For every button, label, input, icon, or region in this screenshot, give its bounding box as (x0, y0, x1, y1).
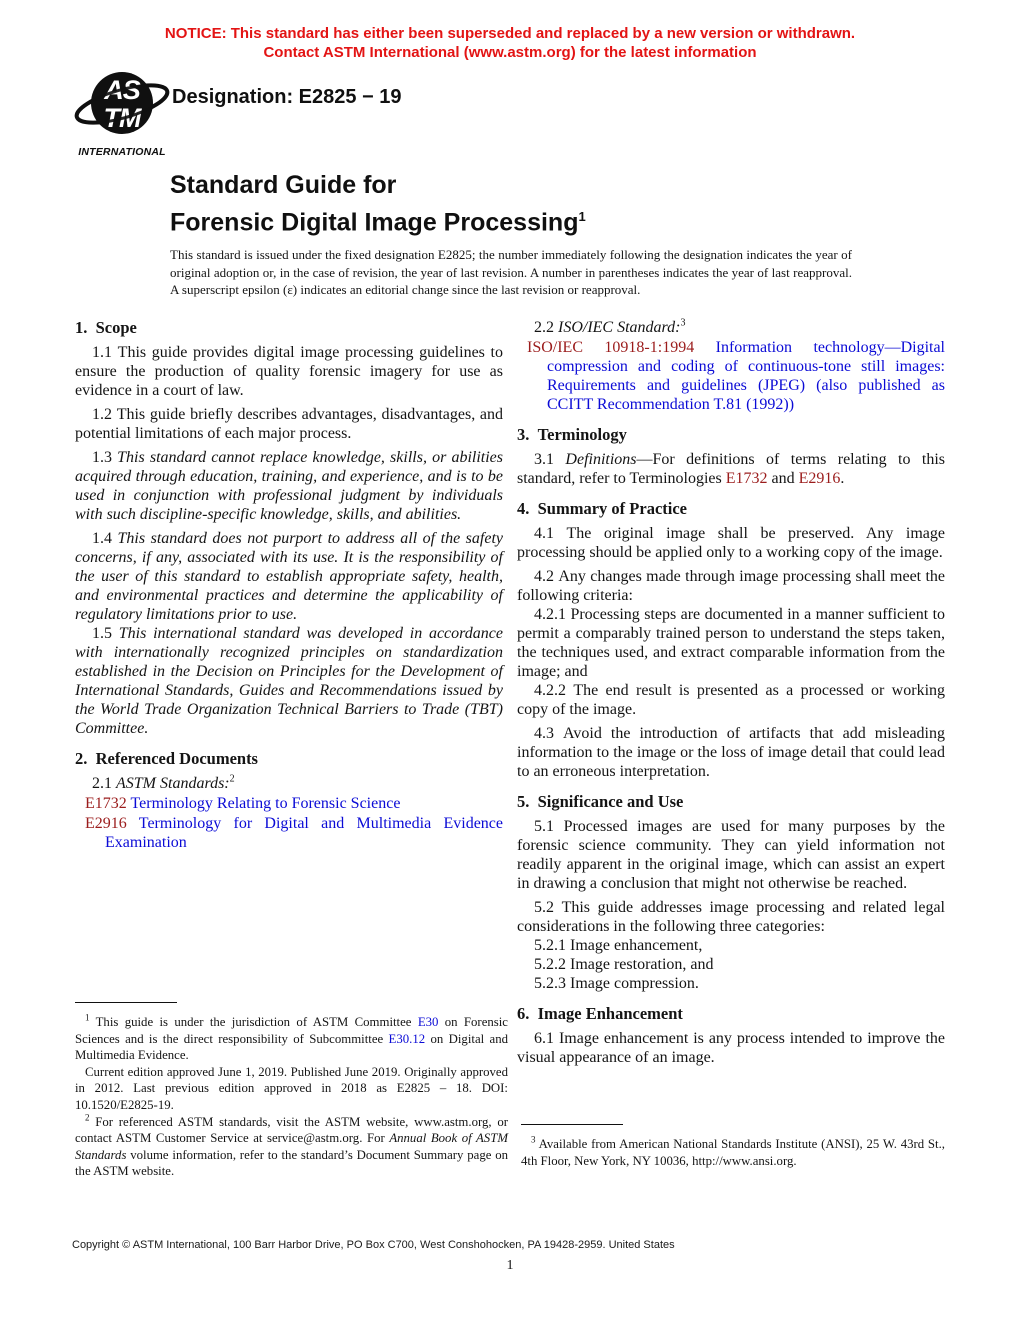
paragraph (517, 955, 945, 974)
text-segment: Any changes made through image processing shall meet the following criteria: (517, 568, 946, 604)
astm-globe-icon (72, 66, 172, 144)
paragraph (517, 936, 945, 955)
doc-link[interactable]: ISO/IEC 10918-1:1994 (527, 339, 716, 356)
paragraph (517, 681, 945, 719)
text-segment: This guide is under the jurisdiction of ASTM Committee (89, 1015, 418, 1029)
section-heading: 1. Scope (75, 318, 137, 337)
text-segment: 5.2.3 (534, 975, 570, 992)
text-segment: . (840, 470, 845, 487)
text-segment: 5.1 (534, 818, 564, 835)
text-segment: and (767, 470, 799, 487)
footnote (75, 1064, 508, 1114)
section-heading: 6. Image Enhancement (517, 1004, 683, 1023)
section-heading: 4. Summary of Practice (517, 499, 687, 518)
text-segment: 2.1 (92, 775, 116, 792)
footnote-list (75, 1014, 508, 1180)
text-segment: 4.2 (534, 568, 559, 585)
doc-link[interactable]: E30.12 (388, 1031, 426, 1046)
paragraph (75, 624, 503, 738)
paragraph (517, 724, 945, 781)
text-segment: on Digital and Multimedia Evidence. (75, 1031, 508, 1063)
title-footnote-ref: 1 (578, 209, 586, 224)
copyright-line: Copyright © ASTM International, 100 Barr Harbor Drive, PO Box C700, West Conshohocken, PA 19428-2959. United States (72, 1239, 675, 1251)
doc-link[interactable]: Terminology for Digital and Multimedia Evidence Examination (105, 815, 503, 851)
footnote-right (521, 1124, 945, 1169)
reference-entry (75, 814, 503, 852)
section-heading: 2. Referenced Documents (75, 749, 258, 768)
text-segment: 3 (531, 1134, 536, 1145)
text-segment: 1.5 (92, 625, 119, 642)
paragraph (75, 448, 503, 524)
doc-link[interactable]: E30 (417, 1015, 439, 1029)
text-segment: Definitions (565, 451, 637, 468)
text-segment: 5.2.1 (534, 937, 570, 954)
footnote (75, 1014, 508, 1064)
paragraph (517, 817, 945, 893)
text-segment: This guide addresses image processing and related legal considerations in the following three categories: (517, 899, 946, 935)
text-segment: The end result is presented as a processed or working copy of the image. (517, 682, 946, 718)
reference-entry (75, 794, 503, 813)
section-heading: 5. Significance and Use (517, 792, 684, 811)
text-segment: 5.2.2 (534, 956, 570, 973)
text-segment: 3.1 (534, 451, 566, 468)
document-title (170, 170, 586, 238)
text-segment: This standard does not purport to address all of the safety concerns, if any, associated with its use. It is the responsibility of the user of this standard to establish appropriate safety, health, and environmental practices and determine the applicability of regulatory limitations prior to use. (75, 530, 503, 623)
page-number: 1 (506, 1258, 514, 1273)
doc-link[interactable]: E2916 (798, 470, 841, 487)
notice-line2: Contact ASTM International (www.astm.org) for the latest information (263, 44, 757, 61)
text-segment: 1.1 (92, 344, 118, 361)
text-segment: The original image shall be preserved. Any image processing should be applied only to a working copy of the image. (517, 525, 945, 561)
text-segment: 3 (680, 317, 686, 329)
text-segment: 1.4 (92, 530, 118, 547)
doc-link[interactable]: Information technology—Digital compression and coding of continuous-tone still images: Requirements and guidelines (JPEG) (also published as CCITT Recommendation T.81 (1992)) (547, 339, 945, 413)
text-segment (127, 815, 139, 832)
paragraph (517, 567, 945, 605)
text-segment: Image compression. (570, 975, 699, 992)
title-line1: Standard Guide for (170, 171, 397, 199)
text-segment: 2.2 (534, 319, 558, 336)
paragraph (517, 605, 945, 681)
left-column (75, 318, 503, 1067)
text-segment: This international standard was developed in accordance with internationally recognized principles on standardization established in the Decision on Principles for the Development of International Standards, Guides and Recommendations issued by the World Trade Organization Technical Barriers to Trade (TBT) Committee. (75, 625, 503, 737)
text-segment: 6.1 (534, 1030, 559, 1047)
text-segment: Current edition approved June 1, 2019. Published June 2019. Originally approved in 2012. Last previous edition approved in 2018 as E2825 – 18. DOI: 10.1520/E2825-19. (75, 1064, 508, 1112)
text-segment: Image enhancement, (570, 937, 703, 954)
svg-text:TM: TM (103, 103, 141, 133)
text-segment: This guide provides digital image processing guidelines to ensure the production of quality forensic imagery for use as evidence in a court of law. (75, 344, 504, 399)
text-segment: For referenced ASTM standards, visit the ASTM website, www.astm.org, or contact ASTM Customer Service at service@astm.org. For (75, 1114, 508, 1146)
paragraph (75, 774, 503, 793)
footnotes-left (75, 1002, 508, 1180)
paragraph (517, 450, 945, 488)
right-column (517, 318, 945, 1067)
text-segment: ASTM Standards: (116, 775, 230, 792)
footnote-separator-rule (521, 1124, 623, 1125)
text-segment: 2 (85, 1112, 90, 1123)
paragraph (517, 318, 945, 337)
text-segment: 2 (229, 773, 235, 785)
reference-entry (517, 338, 945, 414)
paragraph (517, 974, 945, 993)
issuance-note: This standard is issued under the fixed designation E2825; the number immediately following the designation indicates the year of original adoption or, in the case of revision, the year of last revision. A number in parentheses indicates the year of last reapproval. A superscript epsilon (ε) indicates an editorial change since the last revision or reapproval. (170, 247, 852, 297)
text-segment: 4.3 (534, 725, 564, 742)
paragraph (517, 524, 945, 562)
designation-label: Designation: E2825 − 19 (172, 86, 402, 108)
two-column-body (75, 318, 945, 1067)
text-segment: 4.1 (534, 525, 567, 542)
text-segment: Processing steps are documented in a manner sufficient to permit a comparably trained person to understand the steps taken, the techniques used, and extract comparable information from the image; and (517, 606, 946, 680)
text-segment: 4.2.2 (534, 682, 574, 699)
text-segment: This guide briefly describes advantages, disadvantages, and potential limitations of each major process. (75, 406, 503, 442)
text-segment: 1.3 (92, 449, 118, 466)
text-segment: 4.2.1 (534, 606, 571, 623)
paragraph (517, 1029, 945, 1067)
notice-line1: NOTICE: This standard has either been superseded and replaced by a new version or withdrawn. (164, 25, 856, 42)
text-segment: Avoid the introduction of artifacts that add misleading information to the image or the loss of image detail that could lead to an erroneous interpretation. (517, 725, 946, 780)
text-segment: Image enhancement is any process intended to improve the visual appearance of an image. (517, 1030, 946, 1066)
text-segment: 1 (85, 1012, 90, 1023)
title-line2 (170, 201, 586, 238)
astm-logo-subtext: INTERNATIONAL (78, 146, 166, 158)
text-segment: volume information, refer to the standard’s Document Summary page on the ASTM website. (75, 1147, 508, 1179)
doc-link[interactable]: E1732 (85, 795, 127, 812)
text-segment: —For definitions of terms relating to this standard, refer to Terminologies (517, 451, 946, 487)
paragraph (517, 898, 945, 936)
svg-text:AS: AS (104, 75, 140, 105)
text-segment: ISO/IEC Standard: (558, 319, 681, 336)
text-segment: Annual Book of ASTM Standards (75, 1131, 508, 1162)
paragraph (75, 405, 503, 443)
doc-link[interactable]: E1732 (725, 470, 768, 487)
text-segment: This standard cannot replace knowledge, skills, or abilities acquired through education, training, and experience, and is to be used in conjunction with professional judgment by individuals with such discipline-specific knowledge, skills, and abilities. (75, 449, 503, 523)
footnote (75, 1114, 508, 1180)
doc-link[interactable]: E2916 (85, 815, 127, 832)
superseded-notice (0, 24, 1020, 62)
astm-logo (72, 66, 172, 158)
text-segment: Available from American National Standards Institute (ANSI), 25 W. 43rd St., 4th Floor, New York, NY 10036, http://www.ansi.org. (521, 1137, 945, 1168)
footnote-list (521, 1136, 945, 1169)
doc-link[interactable]: Terminology Relating to Forensic Science (130, 795, 401, 812)
text-segment: on Forensic Sciences and is the direct responsibility of Subcommittee (75, 1015, 508, 1046)
title-text: Forensic Digital Image Processing (170, 208, 579, 237)
text-segment: Processed images are used for many purposes by the forensic science community. They can yield information not readily apparent in the original image, which can assist an expert in drawing a conclusion that might not otherwise be reached. (517, 818, 945, 892)
section-heading: 3. Terminology (517, 425, 627, 444)
paragraph (75, 343, 503, 400)
text-segment: 1.2 (92, 406, 117, 423)
footnote (521, 1136, 945, 1169)
footnote-separator-rule (75, 1002, 177, 1003)
text-segment: 5.2 (534, 899, 562, 916)
text-segment: Image restoration, and (570, 956, 714, 973)
paragraph (75, 529, 503, 624)
